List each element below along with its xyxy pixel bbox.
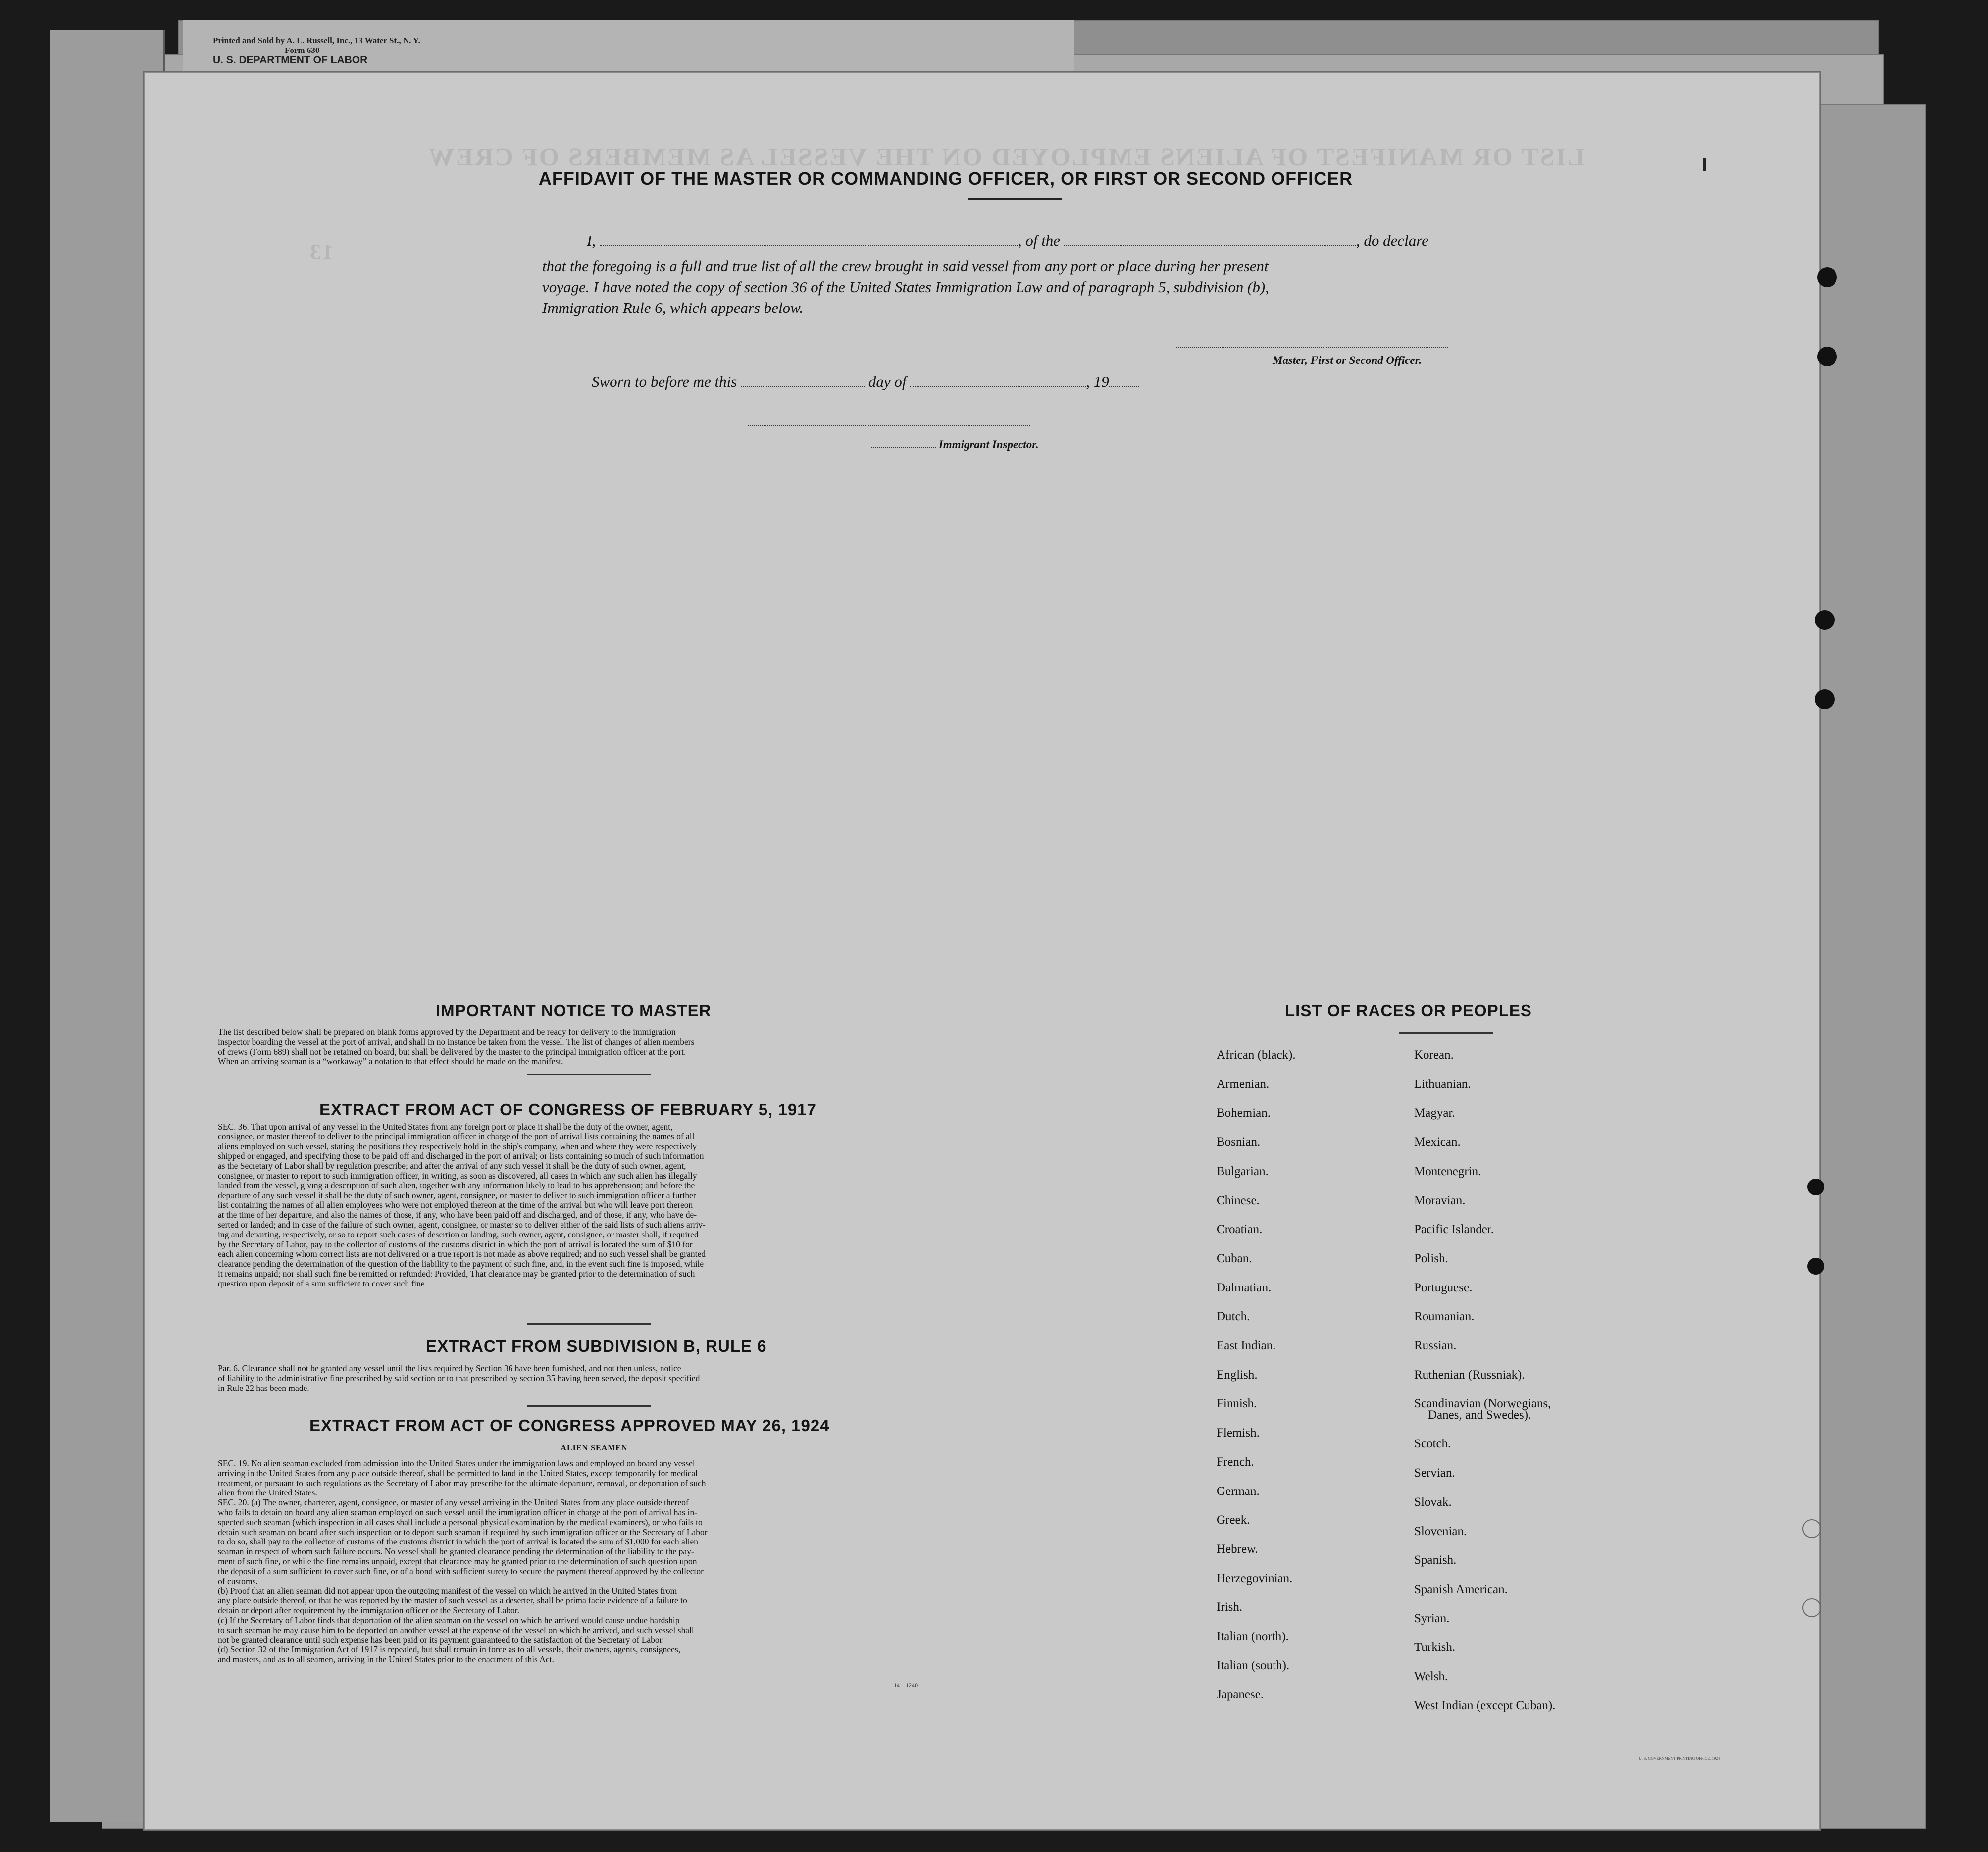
text-line: aliens employed on such vessel, stating the positions they respectively hold in the ship's company, when and where they were respectively (218, 1141, 697, 1151)
text-line: consignee, or master thereof to deliver to the principal immigration officer in charge of the port of arrival lists containing the names of all (218, 1131, 695, 1141)
extract-rule6-title: EXTRACT FROM SUBDIVISION B, RULE 6 (426, 1337, 767, 1355)
race-entry: Scandinavian (Norwegians, (1414, 1397, 1551, 1411)
affidavit-title: AFFIDAVIT OF THE MASTER OR COMMANDING OFFICER, OR FIRST OR SECOND OFFICER (538, 168, 1353, 189)
alien-seamen-subtitle: ALIEN SEAMEN (561, 1444, 628, 1452)
extract-1917-title: EXTRACT FROM ACT OF CONGRESS OF FEBRUARY 5, 1917 (319, 1100, 816, 1119)
vessel-blank (1064, 241, 1356, 246)
race-entry: Armenian. (1217, 1077, 1270, 1091)
extract-rule6-divider (527, 1405, 651, 1407)
notice-divider (527, 1074, 651, 1075)
race-entry: Italian (south). (1217, 1658, 1290, 1672)
race-entry: Scotch. (1414, 1437, 1451, 1451)
form-number: Form 630 (285, 46, 320, 55)
race-entry: Bosnian. (1217, 1135, 1261, 1149)
printer-line: Printed and Sold by A. L. Russell, Inc., 13 Water St., N. Y. (213, 36, 420, 45)
race-entry: Spanish. (1414, 1553, 1457, 1567)
inspector-signature-line (748, 425, 1030, 426)
race-entry: East Indian. (1217, 1339, 1276, 1352)
extract-rule6-text (218, 1364, 953, 1393)
text-line: at the time of her departure, and also the names of those, if any, who have been paid off and discharged, and of those, if any, who have de- (218, 1210, 697, 1220)
race-entry: Danes, and Swedes). (1428, 1408, 1531, 1422)
race-entry: Cuban. (1217, 1251, 1252, 1265)
text-line: of customs. (218, 1576, 258, 1586)
text-line: in Rule 22 has been made. (218, 1383, 309, 1393)
punch-hole (1807, 1179, 1824, 1195)
race-entry: Slovenian. (1414, 1524, 1467, 1538)
text-line: who fails to detain on board any alien seaman employed on such vessel until the immigration officer in charge at the port of arrival has in- (218, 1507, 697, 1517)
text-line: (c) If the Secretary of Labor finds that deportation of the alien seaman on the vessel on which he arrived would cause undue hardship (218, 1615, 680, 1625)
text-line: (d) Section 32 of the Immigration Act of 1917 is repealed, but shall remain in force as to all vessels, their owners, agents, consignees, (218, 1645, 681, 1655)
affidavit-line-4: Immigration Rule 6, which appears below. (542, 299, 804, 316)
notice-text (218, 1028, 953, 1067)
race-entry: Herzegovinian. (1217, 1571, 1293, 1585)
affidavit-line-2: that the foregoing is a full and true list of all the crew brought in said vessel from any port or place during her present (542, 257, 1269, 275)
race-entry: Korean. (1414, 1048, 1454, 1062)
text-line: spected such seaman (which inspection in all cases shall include a personal physical examination by the medical examiners), or who fails to (218, 1517, 703, 1527)
text-line: Par. 6. Clearance shall not be granted any vessel until the lists required by Section 36 have been furnished, and not then unless, notice (218, 1363, 681, 1373)
text-line: to do so, shall pay to the collector of customs of the customs district in which the port of arrival is located the sum of $1,000 for each alien (218, 1537, 699, 1547)
race-entry: English. (1217, 1368, 1258, 1382)
bleed-through-heading: LIST OR MANIFEST OF ALIENS EMPLOYED ON THE VESSEL AS MEMBERS OF CREW (427, 143, 1585, 171)
affidavit-i: I, (587, 232, 596, 249)
sworn-line (592, 371, 1139, 392)
affidavit-declare: , do declare (1356, 232, 1428, 249)
race-entry: Welsh. (1414, 1670, 1448, 1683)
text-line: of crews (Form 689) shall not be retained on board, but shall be delivered by the master to the principal immigration officer at the port. (218, 1046, 686, 1057)
text-line: not be granted clearance until such expense has been paid or its payment guaranteed to the satisfaction of the Secretary of Labor. (218, 1635, 664, 1645)
race-entry: Spanish American. (1414, 1582, 1508, 1596)
text-line: (b) Proof that an alien seaman did not appear upon the outgoing manifest of the vessel on which he arrived in the United States from (218, 1586, 677, 1596)
race-entry: Turkish. (1414, 1641, 1456, 1654)
department-name: U. S. DEPARTMENT OF LABOR (213, 54, 368, 66)
punch-hole (1815, 610, 1835, 630)
race-entry: Servian. (1414, 1466, 1455, 1480)
race-entry: Japanese. (1217, 1688, 1264, 1701)
race-entry: Flemish. (1217, 1426, 1260, 1440)
inspector-lead-dots (871, 444, 936, 448)
punch-hole (1817, 347, 1837, 366)
races-title: LIST OF RACES OR PEOPLES (1285, 1001, 1532, 1020)
affidavit-line-3: voyage. I have noted the copy of section 36 of the United States Immigration Law and of paragraph 5, subdivision (b), (542, 278, 1269, 296)
notice-title: IMPORTANT NOTICE TO MASTER (436, 1001, 712, 1020)
race-entry: Montenegrin. (1414, 1164, 1481, 1178)
text-line: alien from the United States. (218, 1488, 317, 1498)
text-line: SEC. 19. No alien seaman excluded from admission into the United States under the immigration laws and employed on board any vessel (218, 1458, 695, 1468)
text-line: SEC. 20. (a) The owner, charterer, agent, consignee, or master of any vessel arriving in the United States from any place outside thereof (218, 1497, 689, 1508)
title-divider (968, 198, 1062, 200)
inspector-caption (871, 438, 1039, 451)
race-entry: Hebrew. (1217, 1542, 1258, 1556)
race-entry: Magyar. (1414, 1106, 1455, 1120)
extract-1924-title: EXTRACT FROM ACT OF CONGRESS APPROVED MAY 26, 1924 (309, 1416, 830, 1435)
text-line: by the Secretary of Labor, pay to the collector of customs of the customs district in which the port of arrival is located the sum of $10 for (218, 1239, 693, 1249)
punch-hole (1807, 1258, 1824, 1275)
race-entry: Syrian. (1414, 1611, 1450, 1625)
month-blank (910, 382, 1086, 387)
punch-hole (1815, 689, 1835, 709)
race-entry: Lithuanian. (1414, 1077, 1471, 1091)
race-entry: Dutch. (1217, 1310, 1250, 1324)
extract-1917-divider (527, 1323, 651, 1325)
race-entry: Pacific Islander. (1414, 1223, 1494, 1236)
text-line: list containing the names of all alien employees who were not employed thereon at the time of the arrival but who will leave port thereon (218, 1200, 693, 1210)
race-entry: Mexican. (1414, 1135, 1461, 1149)
day-blank (741, 382, 865, 387)
text-line: inspector boarding the vessel at the port of arrival, and shall in no instance be taken from the vessel. The list of changes of alien members (218, 1036, 695, 1047)
race-entry: Irish. (1217, 1600, 1243, 1614)
sworn-label: Sworn to before me this (592, 373, 737, 390)
inspector-caption-text: Immigrant Inspector. (938, 438, 1039, 451)
day-of-label: day of (868, 373, 907, 390)
text-line: ment of such fine, or while the fine remains unpaid, except that clearance may be granted prior to the determination of such question upon (218, 1556, 697, 1566)
printer-imprint (213, 36, 420, 65)
punch-hole-ring (1802, 1519, 1821, 1538)
race-entry: German. (1217, 1484, 1260, 1498)
text-line: seaman in respect of whom such failure occurs. No vessel shall be granted clearance pending the determination of the liability to the pay- (218, 1546, 694, 1557)
affidavit-of-the: , of the (1018, 232, 1061, 249)
text-line: consignee, or master to report to such immigration officer, in writing, as soon as discovered, all cases in which any such alien has illegally (218, 1170, 697, 1181)
corner-mark (1703, 158, 1706, 171)
punch-hole (1817, 267, 1837, 287)
text-line: to such seaman he may cause him to be deported on another vessel at the expense of the vessel on which he arrived, and such vessel shall (218, 1625, 694, 1635)
text-line: SEC. 36. That upon arrival of any vessel in the United States from any foreign port or place it shall be the duty of the owner, agent, (218, 1122, 673, 1132)
text-line: question upon deposit of a sum sufficient to cover such fine. (218, 1278, 427, 1288)
text-line: each alien concerning whom correct lists are not delivered or a true report is not made as above required; and no such vessel shall be granted (218, 1249, 706, 1259)
master-caption: Master, First or Second Officer. (1273, 354, 1422, 366)
race-entry: Italian (north). (1217, 1630, 1289, 1643)
form-code: 14—1240 (894, 1682, 918, 1689)
affidavit-line-1 (587, 230, 1428, 251)
race-entry: Bohemian. (1217, 1106, 1271, 1120)
punch-hole-ring (1802, 1598, 1821, 1617)
text-line: arriving in the United States from any place outside thereof, shall be permitted to land in the United States, except temporarily for medical (218, 1468, 698, 1478)
race-entry: Portuguese. (1414, 1281, 1473, 1294)
year-blank (1109, 382, 1139, 387)
text-line: as the Secretary of Labor shall by regulation prescribe; and after the arrival of any such vessel it shall be the duty of such owner, agent, (218, 1161, 686, 1171)
race-entry: Polish. (1414, 1251, 1448, 1265)
printing-office-imprint: U. S. GOVERNMENT PRINTING OFFICE: 1924 (1639, 1756, 1720, 1761)
race-entry: Ruthenian (Russniak). (1414, 1368, 1525, 1382)
text-line: departure of any such vessel it shall be the duty of such owner, agent, consignee, or master to deliver to such immigration officer a further (218, 1190, 696, 1200)
text-line: treatment, or pursuant to such regulations as the Secretary of Labor may prescribe for the ultimate departure, removal, or deportation of such (218, 1478, 706, 1488)
text-line: detain such seaman on board after such inspection or to deport such seaman if required by such immigration officer or the Secretary of Labor (218, 1527, 708, 1537)
text-line: shipped or engaged, and specifying those to be paid off and discharged in the port of arrival; or lists containing so much of such information (218, 1151, 704, 1161)
name-blank (600, 241, 1018, 246)
race-entry: Bulgarian. (1217, 1164, 1269, 1178)
race-entry: Greek. (1217, 1513, 1250, 1527)
year-prefix: , 19 (1086, 373, 1109, 390)
text-line: the deposit of a sum sufficient to cover such fine, or of a bond with sufficient surety to secure the payment thereof approved by the collector (218, 1566, 704, 1576)
bleed-through-number: 13 (308, 240, 333, 264)
text-line: When an arriving seaman is a “workaway” a notation to that effect should be made on the manifest. (218, 1056, 563, 1067)
races-divider (1399, 1032, 1493, 1034)
extract-1917-text (218, 1122, 953, 1289)
extract-1924-text (218, 1459, 953, 1665)
race-entry: Slovak. (1414, 1495, 1452, 1509)
master-signature-line (1176, 347, 1448, 348)
text-line: and masters, and as to all seamen, arriving in the United States prior to the enactment of this Act. (218, 1654, 554, 1664)
text-line: any place outside thereof, or that he was reported by the master of such vessel as a deserter, shall be prima facie evidence of a failure to (218, 1595, 687, 1606)
race-entry: Dalmatian. (1217, 1281, 1272, 1294)
race-entry: Croatian. (1217, 1223, 1263, 1236)
text-line: serted or landed; and in case of the failure of such owner, agent, consignee, or master so to deliver either of the said lists of such aliens arriv- (218, 1219, 706, 1230)
race-entry: West Indian (except Cuban). (1414, 1698, 1556, 1712)
race-entry: African (black). (1217, 1048, 1296, 1062)
race-entry: Moravian. (1414, 1193, 1466, 1207)
text-line: of liability to the administrative fine prescribed by said section or to that prescribed by section 35 having been served, the deposit specified (218, 1373, 700, 1383)
text-line: landed from the vessel, giving a description of such alien, together with any information likely to lead to his apprehension; and before the (218, 1180, 695, 1190)
race-entry: French. (1217, 1455, 1254, 1469)
text-line: detain or deport after requirement by the immigration officer or the Secretary of Labor. (218, 1605, 520, 1615)
text-line: ing and departing, respectively, or so to report such cases of desertion or landing, such owner, agent, consignee, or master shall, if required (218, 1229, 699, 1239)
race-entry: Chinese. (1217, 1193, 1260, 1207)
race-entry: Russian. (1414, 1339, 1457, 1352)
text-line: clearance pending the determination of the question of the liability to the payment of such fine, and, in the event such fine is imposed, while (218, 1259, 704, 1269)
race-entry: Roumanian. (1414, 1310, 1475, 1324)
race-entry: Finnish. (1217, 1397, 1257, 1411)
text-line: The list described below shall be prepared on blank forms approved by the Department and be ready for delivery to the immigration (218, 1027, 676, 1037)
text-line: it remains unpaid; nor shall such fine be remitted or refunded: Provided, That clearance may be granted prior to the determination of such (218, 1268, 695, 1279)
